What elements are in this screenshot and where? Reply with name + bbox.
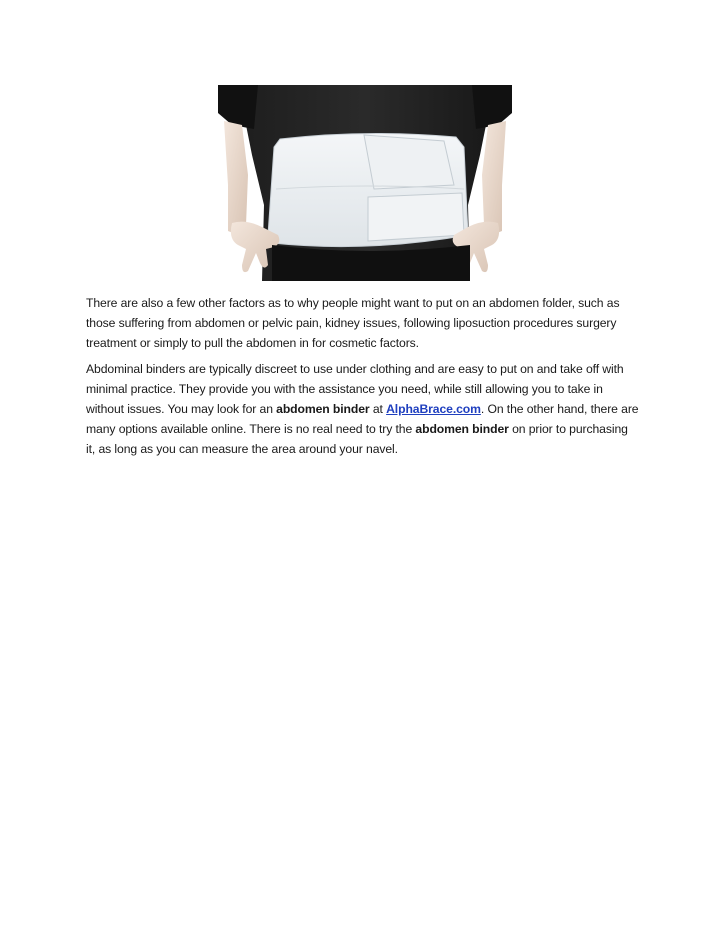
paragraph-2-line-3 [86,399,646,419]
paragraph-2-line-1: Abdominal binders are typically discreet to use under clothing and are easy to put on and take off with [86,362,624,376]
keyword-abdomen-binder: abdomen binder [415,422,509,436]
keyword-abdomen-binder: abdomen binder [276,402,370,416]
text-segment: on prior to purchasing [508,422,628,436]
text-segment: at [369,402,387,416]
binder-illustration [218,85,512,281]
paragraph-2-line-4 [86,419,646,439]
paragraph-2-line-5: it, as long as you can measure the area around your navel. [86,442,398,456]
paragraph-1-line-1: There are also a few other factors as to why people might want to put on an abdomen folder, such as [86,296,620,310]
abdominal-binder-photo [218,85,512,281]
text-segment: without issues. You may look for an [86,402,277,416]
article-body [86,293,646,465]
text-segment: . On the other hand, there are [480,402,639,416]
paragraph-1-line-3: treatment or simply to pull the abdomen in for cosmetic factors. [86,336,419,350]
paragraph-1 [86,293,646,353]
alphabrace-link[interactable]: AlphaBrace.com [386,402,481,416]
paragraph-1-line-2: those suffering from abdomen or pelvic pain, kidney issues, following liposuction procedures surgery [86,316,617,330]
paragraph-2 [86,359,646,459]
text-segment: many options available online. There is no real need to try the [86,422,416,436]
paragraph-2-line-2: minimal practice. They provide you with the assistance you need, while still allowing you to take in [86,382,603,396]
